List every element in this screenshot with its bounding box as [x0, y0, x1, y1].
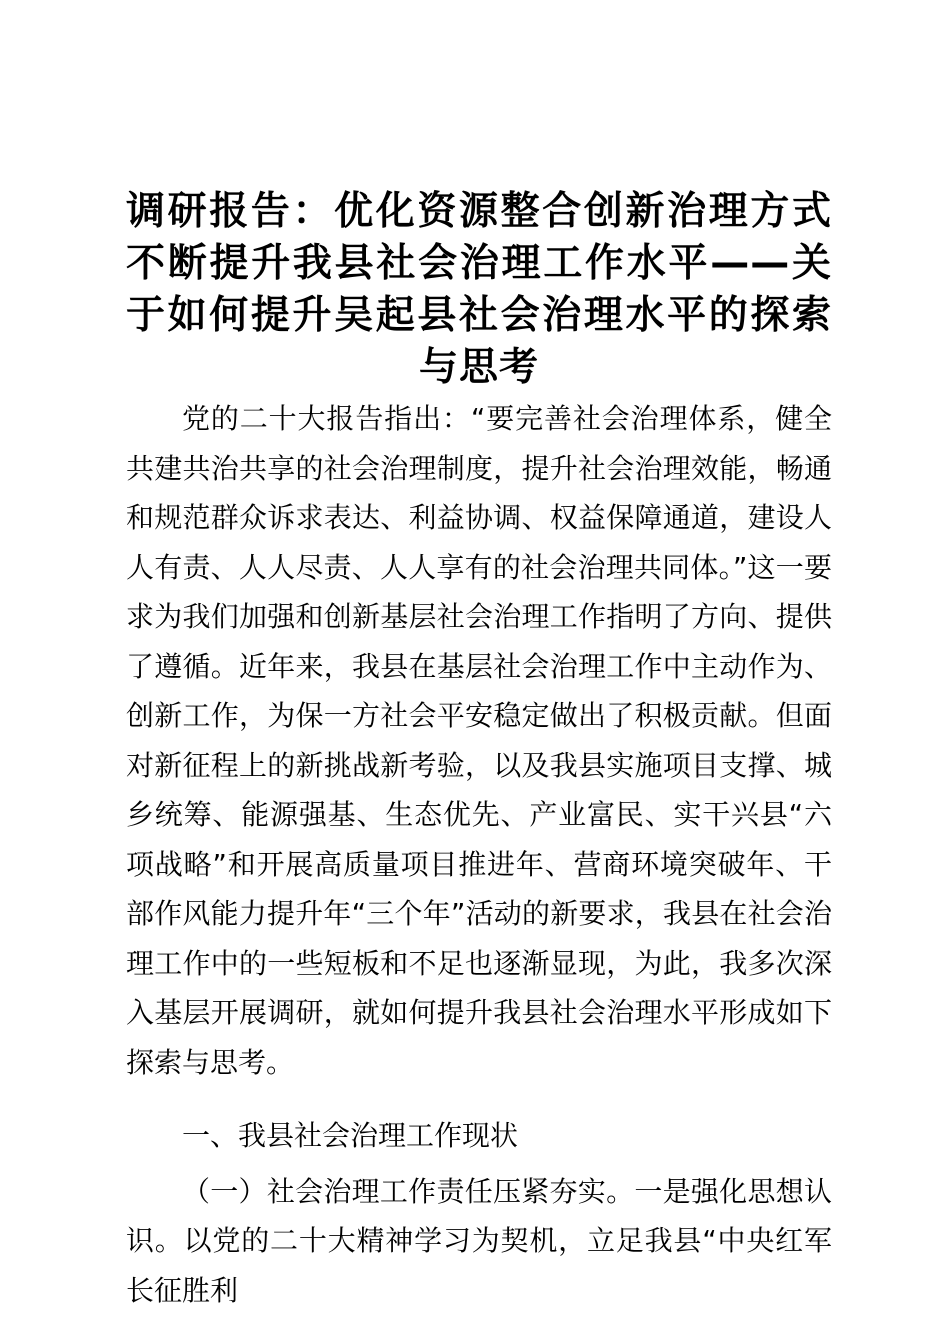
document-title: 调研报告：优化资源整合创新治理方式不断提升我县社会治理工作水平——关于如何提升吴起县社会治理水平的探索与思考 — [126, 189, 832, 390]
document-content — [126, 186, 832, 1315]
section-heading: 一、我县社会治理工作现状 — [182, 1119, 519, 1152]
intro-paragraph: 党的二十大报告指出：“要完善社会治理体系，健全共建共治共享的社会治理制度，提升社会治理效能，畅通和规范群众诉求表达、利益协调、权益保障通道，建设人人有责、人人尽责、人人享有的社会治理共同体。”这一要求为我们加强和创新基层社会治理工作指明了方向、提供了遵循。近年来，我县在基层社会治理工作中主动作为、创新工作，为保一方社会平安稳定做出了积极贡献。但面对新征程上的新挑战新考验，以及我县实施项目支撑、城乡统筹、能源强基、生态优先、产业富民、实干兴县“六项战略”和开展高质量项目推进年、营商环境突破年、干部作风能力提升年“三个年”活动的新要求，我县在社会治理工作中的一些短板和不足也逐渐显现，为此，我多次深入基层开展调研，就如何提升我县社会治理水平形成如下探索与思考。 — [126, 402, 832, 1079]
subsection-paragraph: （一）社会治理工作责任压紧夯实。一是强化思想认识。以党的二十大精神学习为契机，立足我县“中央红军长征胜利 — [126, 1174, 832, 1307]
